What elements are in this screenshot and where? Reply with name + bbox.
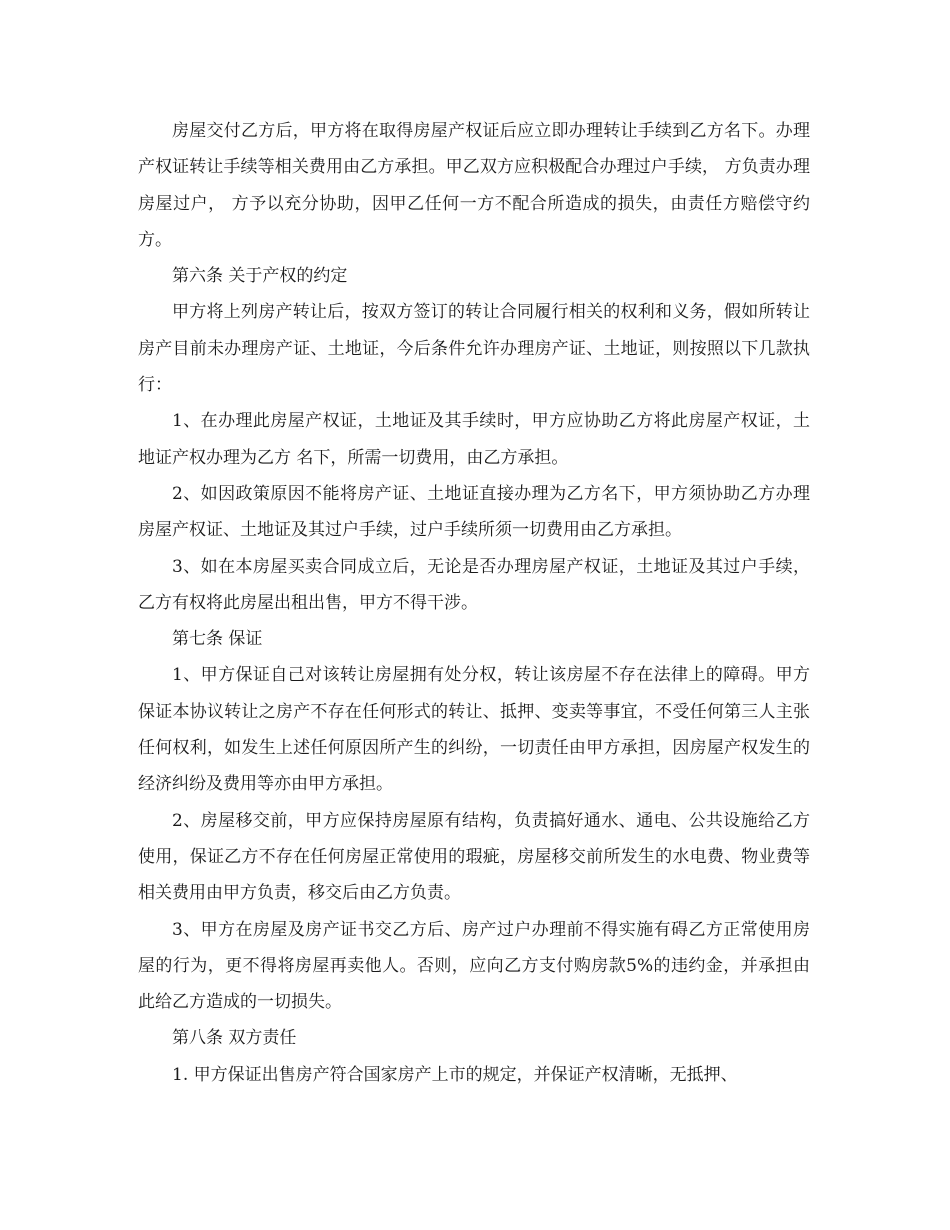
- paragraph-handover-transfer: 房屋交付乙方后，甲方将在取得房屋产权证后应立即办理转让手续到乙方名下。办理产权证转让手续等相关费用由乙方承担。甲乙双方应积极配合办理过户手续， 方负责办理房屋过户， 方予以充分协助，因甲乙任何一方不配合所造成的损失，由责任方赔偿守约方。: [138, 121, 810, 250]
- paragraph-property-rights-item-1: 1、在办理此房屋产权证，土地证及其手续时，甲方应协助乙方将此房屋产权证，土地证产权办理为乙方 名下，所需一切费用，由乙方承担。: [138, 411, 810, 468]
- heading-article-six: 第六条 关于产权的约定: [172, 266, 348, 287]
- paragraph-guarantee-item-2: 2、房屋移交前，甲方应保持房屋原有结构，负责搞好通水、通电、公共设施给乙方使用，保证乙方不存在任何房屋正常使用的瑕疵，房屋移交前所发生的水电费、物业费等相关费用由甲方负责，移交后由乙方负责。: [138, 810, 810, 904]
- heading-article-eight: 第八条 双方责任: [172, 1028, 297, 1049]
- paragraph-property-rights-item-3: 3、如在本房屋买卖合同成立后，无论是否办理房屋产权证，土地证及其过户手续，乙方有权将此房屋出租出售，甲方不得干涉。: [138, 556, 810, 613]
- document-body: [138, 113, 810, 1093]
- paragraph-property-rights-intro: 甲方将上列房产转让后，按双方签订的转让合同履行相关的权利和义务，假如所转让房产目前未办理房产证、土地证，今后条件允许办理房产证、土地证，则按照以下几款执行：: [138, 302, 810, 396]
- heading-article-seven: 第七条 保证: [172, 629, 263, 650]
- paragraph-responsibility-item-1: 1. 甲方保证出售房产符合国家房产上市的规定，并保证产权清晰，无抵押、: [172, 1064, 738, 1085]
- paragraph-guarantee-item-1: 1、甲方保证自己对该转让房屋拥有处分权，转让该房屋不存在法律上的障碍。甲方保证本协议转让之房产不存在任何形式的转让、抵押、变卖等事宜，不受任何第三人主张任何权利，如发生上述任何原因所产生的纠纷，一切责任由甲方承担，因房屋产权发生的经济纠纷及费用等亦由甲方承担。: [138, 665, 810, 795]
- paragraph-property-rights-item-2: 2、如因政策原因不能将房产证、土地证直接办理为乙方名下，甲方须协助乙方办理房屋产权证、土地证及其过户手续，过户手续所须一切费用由乙方承担。: [138, 483, 810, 541]
- paragraph-guarantee-item-3: 3、甲方在房屋及房产证书交乙方后、房产过户办理前不得实施有碍乙方正常使用房屋的行为，更不得将房屋再卖他人。否则，应向乙方支付购房款5%的违约金，并承担由此给乙方造成的一切损失。: [138, 919, 810, 1013]
